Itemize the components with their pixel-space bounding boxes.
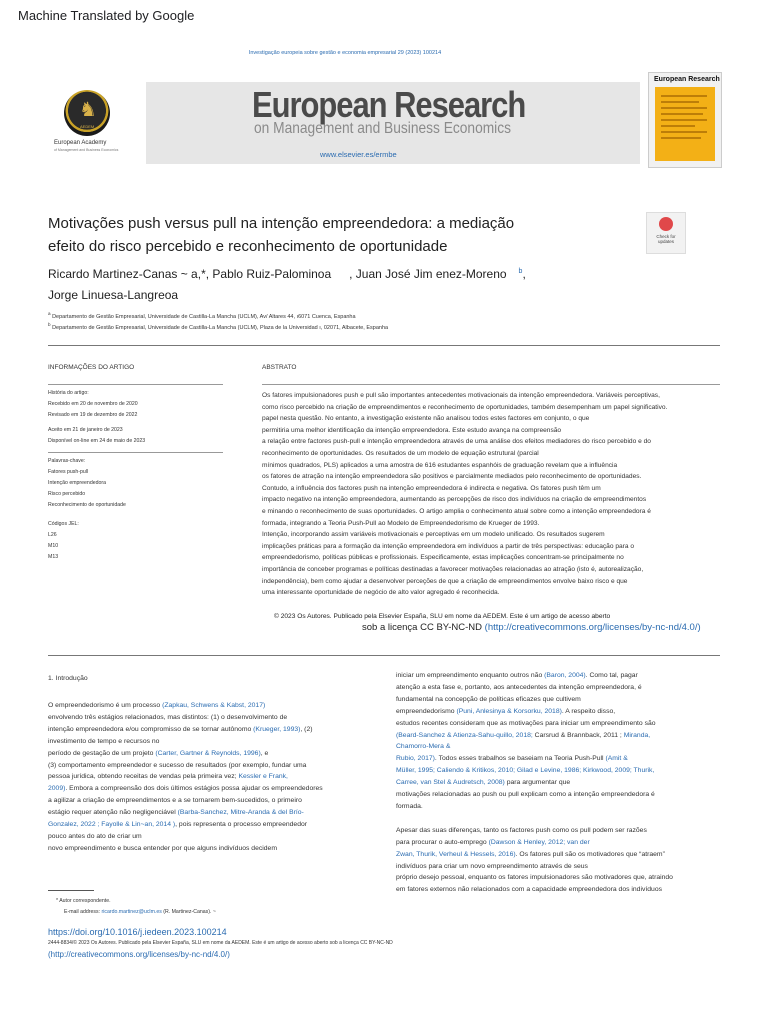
author-list bbox=[48, 267, 526, 281]
body-text: estudos recentes consideram que as motivações para iniciar um empreendimento são bbox=[396, 719, 656, 727]
footnote-divider bbox=[48, 890, 94, 891]
body-text: . Os fatores pull são os motivadores que “atraem” bbox=[515, 850, 665, 858]
citation-link[interactable]: (Dawson & Henley, 2012; van der bbox=[488, 838, 590, 846]
info-divider-2 bbox=[48, 452, 223, 453]
body-text: Carsrud & Brannback, 2011 ; bbox=[534, 731, 624, 739]
body-text: atenção a esta fase e, portanto, aos antecedentes da intenção empreendedora, é bbox=[396, 683, 642, 691]
body-text: . Todos esses trabalhos se baseiam na Teoria Push-Pull bbox=[434, 755, 606, 763]
affiliation-b-text: Departamento de Gestão Empresarial, Universidade de Castilla-La Mancha (UCLM), Plaza de la Universidad ı, 02071, Albacete, Espanha bbox=[52, 324, 389, 331]
body-text: motivações relacionadas ao push ou pull explicam como a intenção empreendedora é bbox=[396, 791, 655, 799]
affiliation-b bbox=[48, 322, 388, 331]
online-date: Disponível on-line em 24 de maio de 2023 bbox=[48, 438, 146, 444]
email-label: E-mail address: bbox=[64, 909, 102, 915]
body-text-line bbox=[396, 849, 726, 861]
body-text: . Como tal, pagar bbox=[585, 672, 638, 679]
body-text: a agilizar a criação de empreendimentos e a se tornarem bem-sucedidos, o primeiro bbox=[48, 797, 302, 805]
intro-heading: 1. Introdução bbox=[48, 675, 88, 682]
body-text-line bbox=[396, 837, 726, 849]
abstract-line: os fatores de atração na intenção empreendedora são positivos e parcialmente mediados pelo reconhecimento de oportunidades. bbox=[262, 473, 642, 481]
issn-line: 2444-8834/© 2023 Os Autores. Publicado pela Elsevier España, SLU em nome da AEDEM. Este é um artigo de acesso aberto sob a licença CC BY-NC-ND bbox=[48, 940, 393, 946]
abstract-line: e minando o reconhecimento de suas oportunidades. O artigo amplia o conhecimento atual sobre como a intenção empreendedora é bbox=[262, 507, 651, 515]
body-text: para argumentar que bbox=[504, 779, 571, 787]
body-text: fundamental na concepção de políticas eficazes que cultivem bbox=[396, 695, 581, 703]
footnote-mark: * bbox=[56, 898, 59, 904]
body-text-line bbox=[48, 831, 378, 843]
jel-code: M10 bbox=[48, 543, 59, 549]
body-text-line bbox=[396, 718, 726, 730]
body-text: indivíduos para criar um novo empreendimento através de seus bbox=[396, 862, 588, 870]
citation-link[interactable]: 2009) bbox=[48, 785, 66, 793]
body-text-line bbox=[396, 801, 726, 813]
body-text-line bbox=[48, 760, 378, 772]
body-text-line bbox=[48, 807, 378, 819]
journal-masthead bbox=[146, 82, 640, 164]
citation-link[interactable]: Chamorro-Mera & bbox=[396, 743, 451, 751]
body-text: (3) comportamento empreendedor e sucesso de resultados (por exemplo, fundar uma bbox=[48, 761, 307, 769]
abstract-line: permitiria uma melhor identificação da intenção empreendedora. Este estudo avança na compreensão bbox=[262, 426, 562, 434]
eagle-icon: ♞ bbox=[79, 99, 97, 121]
citation-link[interactable]: (Carter, Gartner & Reynolds, 1996) bbox=[155, 749, 261, 757]
body-text-line bbox=[48, 771, 378, 783]
body-text-line bbox=[396, 670, 726, 682]
copyright-notice: © 2023 Os Autores. Publicado pela Elsevier España, SLU em nome da AEDEM. Este é um artigo de acesso aberto bbox=[274, 613, 611, 620]
abstract-line: Os fatores impulsionadores push e pull são importantes antecedentes motivacionais da intenção empreendedora. Variáveis perceptivas, bbox=[262, 392, 660, 399]
history-label: História do artigo: bbox=[48, 390, 89, 396]
body-text-line bbox=[48, 700, 378, 712]
abstract-line: Intenção, incorporando assim variáveis motivacionais e perceptivas em um modelo unificado. Os resultados sugerem bbox=[262, 531, 605, 539]
footnote-corresponding bbox=[56, 898, 111, 904]
body-text: iniciar um empreendimento enquanto outros não bbox=[396, 672, 545, 679]
keyword-item: Reconhecimento de oportunidade bbox=[48, 502, 126, 508]
accepted-date: Aceito em 21 de janeiro de 2023 bbox=[48, 427, 123, 433]
body-text-line bbox=[48, 736, 378, 748]
body-text: , e bbox=[260, 749, 269, 757]
journal-cover-thumbnail bbox=[648, 72, 722, 168]
abstract-line: empreendedorismo, políticas públicas e profissionais. Especificamente, estas implicações concentram-se principalmente no bbox=[262, 554, 624, 562]
body-text-line bbox=[396, 706, 726, 718]
abstract-line: papel nesta questão. No entanto, a investigação existente não analisou todos estes factores em conjunto, o que bbox=[262, 415, 590, 423]
body-text-line bbox=[48, 712, 378, 724]
body-text-line bbox=[396, 789, 726, 801]
body-text-line bbox=[48, 843, 378, 855]
journal-url-link[interactable]: www.elsevier.es/ermbe bbox=[320, 150, 397, 159]
citation-link[interactable]: (Zapkau, Schwens & Kabst, 2017) bbox=[162, 702, 266, 709]
abstract-line: como risco percebido na criação de empreendimentos e reconhecimento de oportunidades, também desempenham um papel significativo. bbox=[262, 403, 668, 411]
citation-link[interactable]: (Krueger, 1993) bbox=[253, 725, 301, 733]
body-text: . Embora a compreensão dos dois últimos estágios possa ajudar os empreendedores bbox=[65, 785, 323, 793]
body-text: envolvendo três estágios relacionados, mas distintos: (1) o desenvolvimento de bbox=[48, 713, 288, 721]
abstract-divider bbox=[262, 384, 720, 385]
body-text: Apesar das suas diferenças, tanto os factores push como os pull podem ser razões bbox=[396, 826, 647, 834]
body-text-line bbox=[396, 813, 726, 825]
title-line-2: efeito do risco percebido e reconhecimento de oportunidade bbox=[48, 238, 448, 255]
affiliation-a-text: Departamento de Gestão Empresarial, Universidade de Castilla-La Mancha (UCLM), Av/ Altares 44, ı6071 Cuenca, Espanha bbox=[52, 313, 356, 320]
body-text-line bbox=[396, 884, 726, 896]
citation-link[interactable]: Müller, 1995; Caliendo & Kritikos, 2010; Gilad e Levine, 1986; Kirkwood, 2009; Thurik, bbox=[396, 767, 655, 775]
body-text-line bbox=[396, 741, 726, 753]
body-text-line bbox=[396, 765, 726, 777]
article-title bbox=[48, 212, 608, 258]
header-divider bbox=[48, 345, 720, 346]
body-text: . A respeito disso, bbox=[561, 707, 616, 715]
body-left-column bbox=[48, 700, 378, 855]
email-tail: (R. Martinez-Canas). ~ bbox=[161, 909, 216, 915]
check-for-updates-button[interactable] bbox=[646, 212, 686, 254]
aedem-logo bbox=[48, 86, 132, 160]
cc-license-link[interactable]: (http://creativecommons.org/licenses/by-nc-nd/4.0/) bbox=[48, 950, 230, 959]
abstract-text bbox=[262, 390, 722, 599]
body-text: próprio desejo pessoal, enquanto os fatores impulsionadores são motivadores que, atraindo bbox=[396, 874, 673, 882]
body-text: empreendedorismo bbox=[396, 707, 457, 715]
abstract-line: independência), bem como ajudar a desenvolver perceções de que a criação de empreendimentos envolve baixo risco e que bbox=[262, 577, 628, 585]
citation-link[interactable]: (Amit & bbox=[605, 755, 628, 763]
authors-part-b[interactable]: , Juan José Jim enez-Moreno bbox=[349, 267, 507, 281]
citation-link[interactable]: (Beard-Sanchez & Atienza-Sahu-quillo, 2018; bbox=[396, 731, 535, 739]
body-text: para procurar o auto-emprego bbox=[396, 838, 489, 846]
citation-link[interactable]: (Baron, 2004) bbox=[544, 672, 586, 679]
body-text-line bbox=[48, 795, 378, 807]
citation-link[interactable]: (Puni, Anlesinya & Korsorku, 2018) bbox=[456, 707, 562, 715]
doi-link[interactable]: https://doi.org/10.1016/j.iedeen.2023.100214 bbox=[48, 927, 227, 937]
body-text-line bbox=[48, 724, 378, 736]
article-history bbox=[48, 388, 145, 447]
check-badge-line2: updates bbox=[657, 239, 674, 244]
logo-acronym: AEDEM bbox=[80, 124, 95, 129]
check-badge-line1: Check for bbox=[656, 234, 676, 239]
citation-link[interactable]: Rubio, 2017) bbox=[396, 755, 435, 763]
author-list-line2[interactable]: Jorge Linuesa-Langreoa bbox=[48, 288, 179, 302]
citation-link[interactable]: Gonzalez, 2022 ; Fayolle & Lin~an, 2014 ) bbox=[48, 821, 176, 829]
abstract-heading: ABSTRATO bbox=[262, 364, 297, 371]
body-right-column bbox=[396, 670, 726, 896]
affiliation-b-mark: b bbox=[48, 322, 51, 327]
body-text-line bbox=[396, 694, 726, 706]
body-text-line bbox=[48, 819, 378, 831]
email-link[interactable]: ricardo.martinez@uclm.es bbox=[101, 909, 162, 915]
citation-link[interactable]: Kessler e Frank, bbox=[238, 773, 288, 781]
keyword-item: Risco percebido bbox=[48, 491, 86, 497]
affiliation-b-link[interactable]: b bbox=[518, 268, 523, 275]
keywords-label: Palavras-chave: bbox=[48, 458, 86, 464]
keyword-item: Intenção empreendedora bbox=[48, 480, 106, 486]
info-divider bbox=[48, 384, 223, 385]
body-text: investimento de tempo e recursos no bbox=[48, 737, 160, 745]
jel-code: M13 bbox=[48, 554, 59, 560]
body-text: formada. bbox=[396, 802, 423, 810]
abstract-line: impacto negativo na intenção empreendedora, aumentando as percepções de risco dos indivíduos na criação de empreendimentos bbox=[262, 496, 647, 504]
revised-date: Revisado em 19 de dezembro de 2022 bbox=[48, 412, 138, 418]
license-text: sob a licença CC BY-NC-ND bbox=[362, 622, 483, 633]
body-text-line bbox=[396, 861, 726, 873]
cover-art bbox=[655, 87, 715, 161]
body-text: intenção empreendedora e/ou compromisso de se tornar autônomo bbox=[48, 725, 254, 733]
body-text: estágio requer atenção não negligenciável bbox=[48, 809, 178, 817]
title-line-1: Motivações push versus pull na intenção empreendedora: a mediação bbox=[48, 215, 515, 232]
abstract-line: mínimos quadrados, PLS) aplicados a uma amostra de 616 estudantes espanhóis de graduação revelam que a influência bbox=[262, 461, 618, 469]
journal-title: European Research bbox=[252, 84, 526, 125]
citation-link[interactable]: Carree, van Stel & Audretsch, 2008) bbox=[396, 779, 505, 787]
body-text: novo empreendimento e busca entender por que alguns indivíduos decidem bbox=[48, 844, 277, 852]
affiliation-a bbox=[48, 311, 356, 320]
body-text-line bbox=[396, 872, 726, 884]
body-text: O empreendedorismo é um processo bbox=[48, 702, 163, 709]
authors-part-a[interactable]: Ricardo Martinez-Canas ~ a,*, Pablo Ruiz-Palominoa bbox=[48, 267, 332, 281]
authors-comma: , bbox=[522, 267, 526, 281]
received-date: Recebido em 20 de novembro de 2020 bbox=[48, 401, 138, 407]
license-link[interactable]: (http://creativecommons.org/licenses/by-nc-nd/4.0/) bbox=[484, 622, 701, 633]
journal-reference-link[interactable]: Investigação europeia sobre gestão e economia empresarial 29 (2023) 100214 bbox=[248, 50, 442, 56]
keyword-item: Fatores push-pull bbox=[48, 469, 89, 475]
affiliation-a-mark: a bbox=[48, 311, 51, 316]
jel-label: Códigos JEL: bbox=[48, 521, 79, 527]
body-text-line bbox=[396, 753, 726, 765]
abstract-line: Contudo, a influência dos factores push na intenção empreendedora é indirecta e negativa. Os fatores push têm um bbox=[262, 484, 601, 492]
body-text-line bbox=[396, 730, 726, 742]
body-text: , (2) bbox=[300, 725, 313, 733]
body-text-line bbox=[48, 783, 378, 795]
abstract-line: implicações práticas para a formação da intenção empreendedora em indivíduos a partir de três perspectivas: educação para o bbox=[262, 542, 635, 550]
logo-org-sub: of Management and Business Economics bbox=[54, 148, 119, 152]
abstract-line: reconhecimento de oportunidades. Os resultados de um modelo de equação estrutural (parcial bbox=[262, 449, 539, 457]
abstract-line: a relação entre factores push-pull e intenção empreendedora através de uma análise dos efeitos mediadores do risco percebido e do bbox=[262, 438, 651, 446]
abstract-line: importância de conceber programas e políticas destinadas a favorecer motivações relacionadas ao atração (isto é, autorealização, bbox=[262, 565, 644, 573]
check-updates-icon bbox=[659, 217, 673, 231]
body-divider bbox=[48, 655, 720, 656]
body-text: período de gestação de um projeto bbox=[48, 749, 156, 757]
body-text: em fatores externos não relacionados com a capacidade empreendedora dos indivíduos bbox=[396, 886, 662, 894]
abstract-line: formada, integrando a Teoria Push-Pull ao Modelo de Empreendedorismo de Krueger de 1993. bbox=[262, 519, 540, 527]
jel-code: L26 bbox=[48, 532, 57, 538]
footnote-email bbox=[64, 909, 216, 915]
citation-link[interactable]: Miranda, bbox=[623, 731, 651, 739]
machine-translated-banner: Machine Translated by Google bbox=[18, 8, 195, 23]
body-text: pouco antes do ato de criar um bbox=[48, 832, 142, 840]
body-text-line bbox=[396, 777, 726, 789]
body-text: , pois representa o processo empreendedor bbox=[175, 821, 308, 829]
citation-link[interactable]: (Barba-Sanchez, Mitre-Aranda & del Brío- bbox=[177, 809, 304, 817]
logo-org-name: European Academy bbox=[54, 140, 107, 146]
body-text-line bbox=[48, 748, 378, 760]
journal-subtitle: on Management and Business Economics bbox=[254, 120, 512, 137]
body-text: pessoa jurídica, obtendo receitas de vendas pela primeira vez; bbox=[48, 773, 239, 781]
body-text-line bbox=[396, 825, 726, 837]
citation-link[interactable]: Zwan, Thurik, Verheul & Hessels, 2016) bbox=[396, 850, 516, 858]
keywords-block bbox=[48, 456, 126, 563]
cover-title: European Research bbox=[654, 76, 720, 83]
license-notice bbox=[362, 622, 701, 633]
abstract-line: uma interessante oportunidade de negócio de alto valor agregado é reconhecida. bbox=[262, 589, 500, 597]
article-info-heading: INFORMAÇÕES DO ARTIGO bbox=[48, 364, 135, 371]
footnote-label: Autor correspondente. bbox=[59, 898, 111, 904]
body-text-line bbox=[396, 682, 726, 694]
